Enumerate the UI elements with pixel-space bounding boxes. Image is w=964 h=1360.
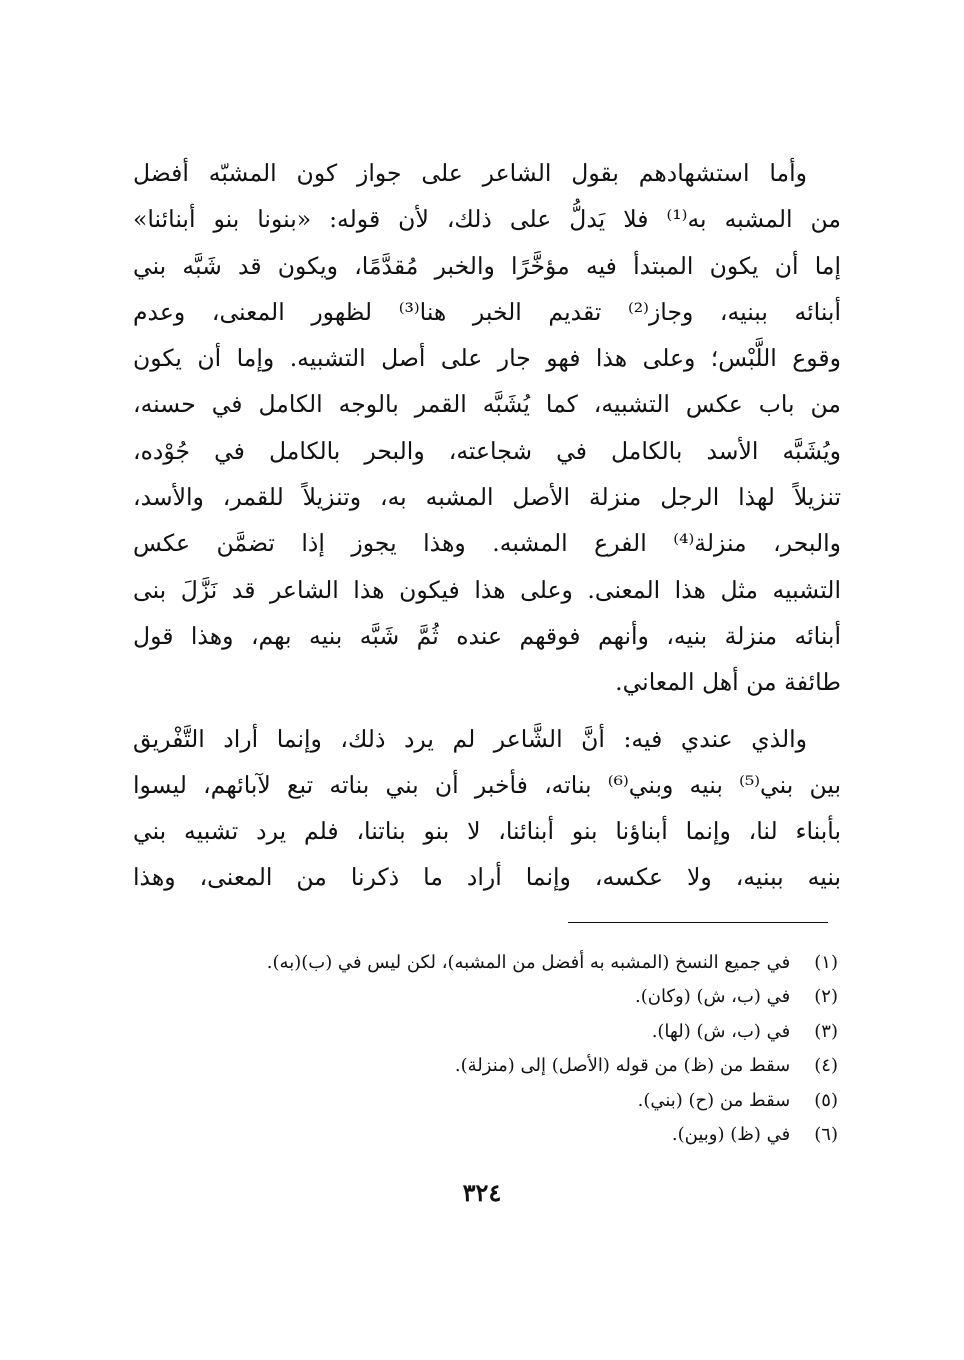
- text-line: بنيه ببنيه، ولا عكسه، وإنما أراد ما ذكرنا من المعنى، وهذا: [133, 863, 841, 892]
- footnote-text: سقط من (ح) (بني).: [637, 1089, 791, 1111]
- footnote-text: في (ب، ش) (لها).: [651, 1020, 791, 1042]
- footnote-text: في جميع النسخ (المشبه به أفضل من المشبه)، لكن ليس في (ب)(به).: [266, 952, 791, 973]
- text-line: تنزيلاً لهذا الرجل منزلة الأصل المشبه به، وتنزيلاً للقمر، والأسد،: [133, 483, 841, 512]
- text-line: وأما استشهادهم بقول الشاعر على جواز كون المشبّه أفضل: [133, 159, 807, 187]
- footnote-number: (٢): [814, 986, 838, 1008]
- text-line: بأبناء لنا، وإنما أبناؤنا بنو أبنائنا، لا بنو بناتنا، فلم يرد تشبيه بني: [133, 817, 841, 846]
- text-line: من المشبه به⁽¹⁾ فلا يَدلُّ على ذلك، لأن قوله: «بنونا بنو أبنائنا»: [133, 205, 841, 234]
- main-text: [133, 150, 841, 901]
- paragraph-gap: [133, 706, 841, 716]
- footnote: [180, 1084, 838, 1118]
- footnote-text: في (ب، ش) (وكان).: [634, 986, 791, 1008]
- footnote-number: (٦): [814, 1123, 838, 1145]
- text-line: أبنائه ببنيه، وجاز⁽²⁾ تقديم الخبر هنا⁽³⁾ لظهور المعنى، وعدم: [133, 297, 841, 326]
- page-number: ٣٢٤: [462, 1178, 502, 1207]
- footnote-number: (٣): [814, 1020, 838, 1042]
- footnote-separator: [568, 922, 828, 923]
- text-line: من باب عكس التشبيه، كما يُشَبَّه القمر بالوجه الكامل في حسنه،: [133, 390, 841, 419]
- text-line: أبنائه منزلة بنيه، وأنهم فوقهم عنده ثُمَّ شَبَّه بنيه بهم، وهذا قول: [133, 621, 841, 650]
- text-line: والبحر، منزلة⁽⁴⁾ الفرع المشبه. وهذا يجوز إذا تضمَّن عكس: [133, 529, 841, 558]
- paragraph-1: [133, 150, 841, 706]
- text-line: طائفة من أهل المعاني.: [615, 668, 841, 697]
- footnote: [180, 1049, 838, 1083]
- footnote-text: في (ظ) (وبين).: [671, 1123, 791, 1145]
- footnotes: [180, 946, 838, 1152]
- text-line: إما أن يكون المبتدأ فيه مؤخَّرًا والخبر مُقدَّمًا، ويكون قد شَبَّه بني: [133, 251, 841, 280]
- text-line: ويُشَبَّه الأسد بالكامل في شجاعته، والبحر بالكامل في جُوْده،: [133, 436, 841, 465]
- text-line: بين بني⁽⁵⁾ بنيه وبني⁽⁶⁾ بناته، فأخبر أن بني بناته تبع لآبائهم، ليسوا: [133, 770, 841, 799]
- footnote-number: (٤): [814, 1055, 838, 1077]
- footnote-number: (١): [814, 952, 838, 973]
- text-line: والذي عندي فيه: أنَّ الشَّاعر لم يرد ذلك، وإنما أراد التَّفْريق: [133, 724, 807, 753]
- footnote: [180, 980, 838, 1014]
- footnote-number: (٥): [814, 1089, 838, 1111]
- paragraph-2: [133, 716, 841, 901]
- footnote: [180, 1015, 838, 1049]
- footnote-text: سقط من (ظ) من قوله (الأصل) إلى (منزلة).: [454, 1055, 791, 1077]
- footnote: [180, 946, 838, 980]
- text-line: التشبيه مثل هذا المعنى. وعلى هذا فيكون هذا الشاعر قد نَزَّلَ بنى: [133, 575, 841, 604]
- text-line: وقوع اللَّبْس؛ وعلى هذا فهو جار على أصل التشبيه. وإما أن يكون: [133, 344, 841, 373]
- footnote: [180, 1118, 838, 1152]
